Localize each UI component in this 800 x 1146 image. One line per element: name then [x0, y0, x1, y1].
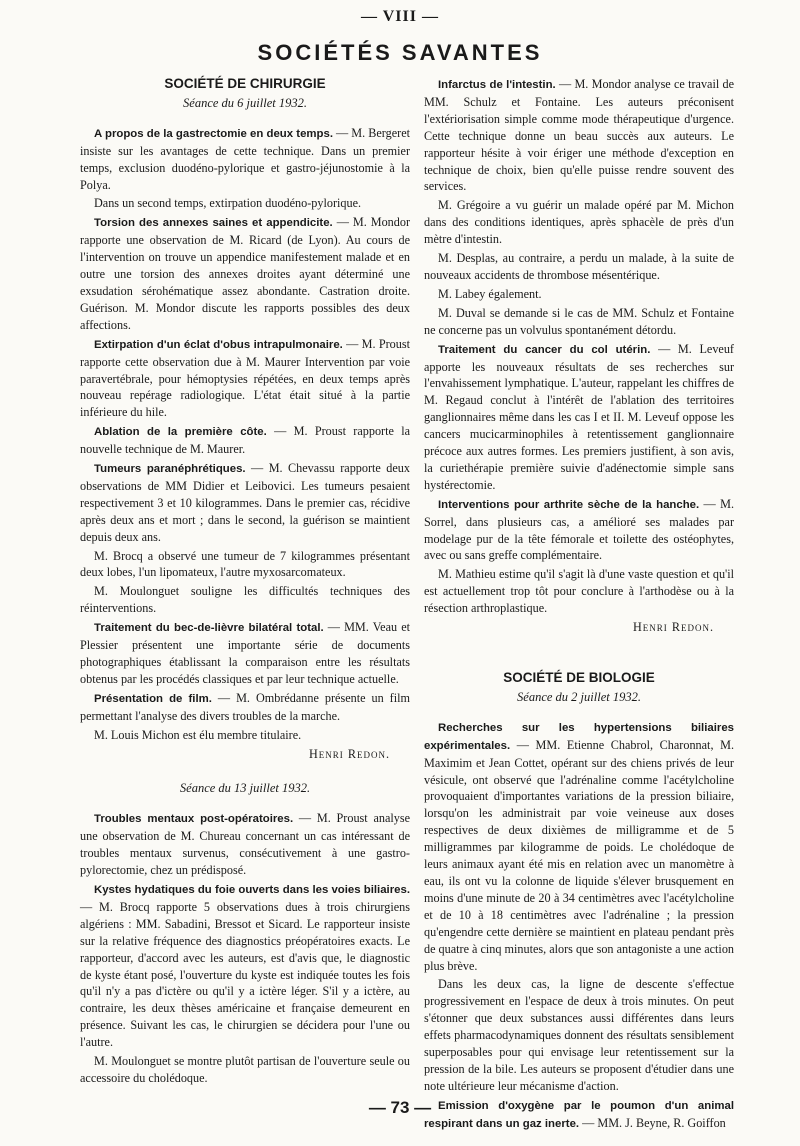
paragraph-troubles: Troubles mentaux post-opératoires. — M. Proust analyse une observation de M. Chureau concernant un cas intéressant de troubles mentaux survenus, consécutivement à une gastro-pylorectomie, chez un prédisposé. — [80, 811, 410, 878]
paragraph-michon: M. Louis Michon est élu membre titulaire. — [94, 727, 302, 742]
paragraph-arthrite: Interventions pour arthrite sèche de la hanche. — M. Sorrel, dans plusieurs cas, a amélioré ses malades par modelage pur de la tête fémorale et toilette des ostéophytes, avec ou sans greffe complémentaire. — [424, 496, 734, 563]
paragraph-title: Extirpation d'un éclat d'obus intrapulmonaire. — [94, 338, 343, 351]
paragraph-title: Troubles mentaux post-opératoires. — [94, 813, 294, 826]
paragraph-title: Traitement du bec-de-lièvre bilatéral total. — [94, 622, 324, 635]
paragraph-title: Emission d'oxygène par le poumon d'un animal respirant dans un gaz inerte. — [424, 1099, 734, 1130]
paragraph-extirpation: Extirpation d'un éclat d'obus intrapulmonaire. — M. Proust rapporte cette observation due à M. Maurer Intervention par voie paravertébrale, pour hémoptysies répétées, en deux temps après nouveau repérage radiologique. L'état était situé à la partie inférieure du hile. — [80, 336, 410, 420]
seance-date-2: Séance du 13 juillet 1932. — [179, 781, 311, 796]
paragraph-hypertensions: Recherches sur les hypertensions biliaires expérimentales. — MM. Etienne Chabrol, Charonnat, M. Maximim et Jean Cottet, opérant sur des chiens privés de leur vésicule, ont observé que l'adrénaline comme l'acétylcholine provoquaient d'importantes variations de la pression biliaire, lorsqu'on les administrait par voie veineuse aux doses respectives de deux dixièmes de milligramme et de 5 milligrammes par kilogramme de poids. Le cholédoque de leurs animaux ayant été mis en relation avec un manomètre à eau, ils ont vu la colonne de liquide s'élever brusquement en moins d'une minute de 20 à 34 centimètres avec l'acétylcholine et de 10 à 18 centimètres avec l'adrénaline ; la pression qu'engendre cette dernière se maintient en plateau pendant près de quatre à cinq minutes, alors que son antagoniste a une action plus brève. — [424, 721, 735, 973]
paragraph-tumeurs: Tumeurs paranéphrétiques. — M. Chevassu rapporte deux observations de MM Didier et Leibovici. Les tumeurs pesaient respectivement 3 et 10 kilogrammes. Dans le premier cas, récidive après deux ans et mort ; dans le second, la guérison se maintient depuis deux ans. — [80, 461, 410, 544]
paragraph-cancer-col: Traitement du cancer du col utérin. — M. Leveuf apporte les nouveaux résultats de ses recherches sur l'envahissement lymphatique. L'auteur, rappelant les chiffres de M. Regaud conclut à l'intérêt de l'ablation des territoires ganglionnaires même dans les cas I et II. M. Leveuf oppose les cancers mucicarminophiles à retentissement ganglionnaire précoce aux autres formes. Les premiers justifient, à son avis, la curiethérapie première suivie d'adénectomie simple sans hystérectomie. — [424, 341, 734, 492]
paragraph-film: Présentation de film. — M. Ombrédanne présente un film permettant l'analyse des divers troubles de la marche. — [80, 690, 410, 723]
paragraph-deux-cas: Dans les deux cas, la ligne de descente s'effectue progressivement en l'espace de deux à trois minutes. On peut s'étonner que deux substances aussi différentes dans leurs effets pharmacodynamiques donnent des résultats sensiblement superposables pour qui envisage leur retentissement sur la pression de la bile. Les auteurs se proposent d'étudier dans une note ultérieure leur mécanisme d'action. — [424, 977, 734, 1093]
paragraph-ablation: Ablation de la première côte. — M. Proust rapporte la nouvelle technique de M. Maurer. — [80, 424, 410, 457]
paragraph-infarctus: Infarctus de l'intestin. — M. Mondor analyse ce travail de MM. Schulz et Fontaine. Les auteurs préconisent l'extériorisation simple comme mode thérapeutique d'urgence. Cette technique donne un beau succès aux auteurs. Le rapporteur hésite à voir ériger une méthode d'exception en technique de choix, bien qu'elle puisse rendre souvent des services. — [424, 77, 734, 194]
signature: Henri Redon. — [308, 746, 390, 761]
paragraph-gastrectomie: A propos de la gastrectomie en deux temps. — M. Bergeret insiste sur les avantages de cette technique. Dans un premier temps, exclusion duodéno-pylorique et gastro-jéjunostomie à la Polya. — [80, 125, 410, 192]
biologie-seance-date: Séance du 2 juillet 1932. — [517, 689, 641, 704]
section-title: SOCIÉTÉS SAVANTES — [257, 40, 543, 65]
page-roman-numeral: — VIII — — [361, 8, 439, 25]
paragraph-title: Tumeurs paranéphrétiques. — [94, 463, 246, 476]
paragraph-labey: M. Labey également. — [438, 286, 542, 301]
paragraph-gregoire: M. Grégoire a vu guérir un malade opéré par M. Michon dans des conditions identiques, après sphacèle de près d'un mètre d'intestin. — [424, 198, 734, 247]
paragraph-title: Recherches sur les hypertensions biliaires expérimentales. — [424, 721, 734, 752]
chirurgie-heading: SOCIÉTÉ DE CHIRURGIE — [164, 76, 326, 91]
paragraph-title: Présentation de film. — [94, 692, 212, 705]
page-number: — 73 — — [368, 1098, 432, 1117]
paragraph-brocq: M. Brocq a observé une tumeur de 7 kilogrammes présentant deux lobes, l'un lipomateux, l'autre myxosarcomateux. — [80, 548, 410, 580]
paragraph-desplas: M. Desplas, au contraire, a perdu un malade, à la suite de nouveaux accidents de thrombose mésentérique. — [424, 251, 734, 282]
paragraph-title: Torsion des annexes saines et appendicite. — [94, 217, 333, 230]
paragraph-kystes: Kystes hydatiques du foie ouverts dans les voies biliaires. — M. Brocq rapporte 5 observations dues à trois chirurgiens algériens : MM. Sabadini, Bressot et Sicard. Le rapporteur insiste sur la relative fréquence des diagnostics préopératoires exacts. Le rapporteur, d'accord avec les auteurs, est d'avis que, le diagnostic de kyste étant posé, l'ouverture du kyste est indiquée toutes les fois qu'il n'y a pas d'ictère ou qu'il y a ictère léger. S'il y a ictère, au contraire, les deux thèses américaine et française demeurent en présence. Suivant les cas, le chirurgien se décidera pour l'une ou l'autre. — [80, 883, 410, 1050]
paragraph-title: A propos de la gastrectomie en deux temps. — [94, 127, 333, 140]
paragraph-title: Traitement du cancer du col utérin. — [438, 343, 651, 356]
paragraph-second-temps: Dans un second temps, extirpation duodéno-pylorique. — [94, 196, 362, 211]
signature: Henri Redon. — [632, 620, 714, 635]
paragraph-bec-de-lievre: Traitement du bec-de-lièvre bilatéral total. — MM. Veau et Plessier présentent une importante série de documents photographiques établissant la comparaison entre les résultats obtenus par les procédés classiques et par leur technique actuelle. — [80, 620, 410, 686]
paragraph-mathieu: M. Mathieu estime qu'il s'agit là d'une vaste question et qu'il est actuellement trop tôt pour conclure à l'arthodèse ou à la résection arthroplastique. — [424, 567, 734, 616]
left-column — [80, 76, 410, 1089]
paragraph-torsion: Torsion des annexes saines et appendicite. — M. Mondor rapporte une observation de M. Ricard (de Lyon). Au cours de l'intervention on trouve un appendice manifestement malade et en outre une torsion des annexes droites ayant déterminé une exsudation sérohématique assez abondante. Castration droite. Guérison. M. Mondor discute les rapports possibles des deux affections. — [80, 215, 410, 332]
paragraph-moulonguet-2: M. Moulonguet se montre plutôt partisan de l'ouverture seule ou accessoire du cholédoque. — [80, 1054, 410, 1085]
paragraph-title: Interventions pour arthrite sèche de la hanche. — [438, 498, 700, 511]
paragraph-moulonguet: M. Moulonguet souligne les difficultés techniques des réinterventions. — [80, 584, 410, 616]
paragraph-oxygene: Emission d'oxygène par le poumon d'un animal respirant dans un gaz inerte. — MM. J. Beyne, R. Goiffon — [424, 1099, 734, 1130]
paragraph-title: Kystes hydatiques du foie ouverts dans les voies biliaires. — [94, 883, 410, 896]
paragraph-duval: M. Duval se demande si le cas de MM. Schulz et Fontaine ne concerne pas un volvulus spontanément détordu. — [424, 305, 734, 337]
biologie-heading: SOCIÉTÉ DE BIOLOGIE — [503, 670, 655, 685]
paragraph-title: Ablation de la première côte. — [94, 426, 267, 439]
paragraph-title: Infarctus de l'intestin. — [438, 79, 556, 91]
seance-date-1: Séance du 6 juillet 1932. — [183, 95, 307, 110]
right-column — [424, 76, 734, 1135]
